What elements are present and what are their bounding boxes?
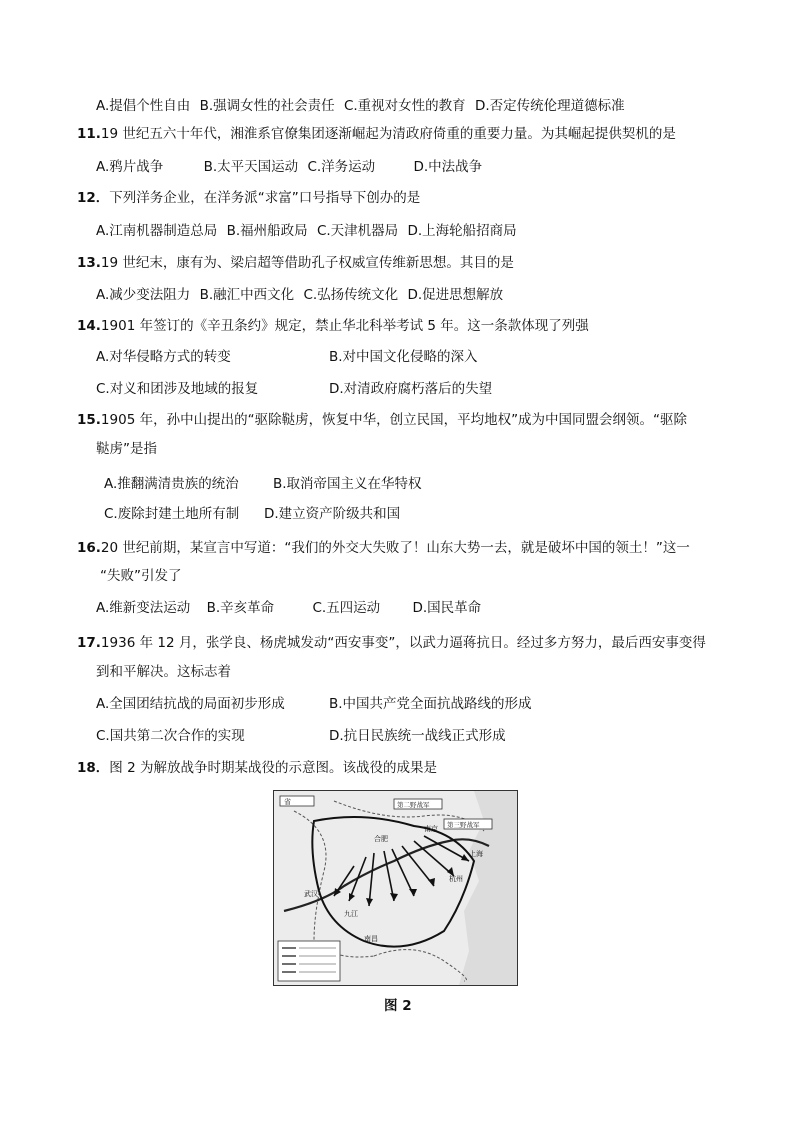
q13-option-c: C.弘扬传统文化 (303, 287, 399, 303)
q14-stem (77, 317, 589, 335)
q11-option-b: B.太平天国运动 (203, 159, 299, 175)
figure-caption: 图 2 (384, 998, 412, 1014)
q12-option-d: D.上海轮船招商局 (407, 223, 517, 239)
q12-option-b: B.福州船政局 (226, 223, 308, 239)
q12-option-c: C.天津机器局 (316, 223, 399, 239)
q13-option-a: A.减少变法阻力 (96, 287, 191, 303)
q14-option-d: D.对清政府腐朽落后的失望 (329, 381, 493, 397)
q10-option-b: B.强调女性的社会责任 (199, 98, 335, 114)
q14-option-b: B.对中国文化侵略的深入 (329, 349, 478, 365)
q17-option-b: B.中国共产党全面抗战路线的形成 (329, 696, 532, 712)
q17-stem (77, 634, 706, 652)
q11-stem (77, 125, 676, 143)
q18-stem (77, 759, 437, 777)
q12-number: 12． (77, 190, 110, 206)
map-city-3: 上海 (469, 850, 483, 858)
q15-text-line2: 鞑虏”是指 (96, 441, 157, 457)
q16-stem (77, 539, 690, 557)
q16-number: 16. (77, 540, 101, 556)
q18-number: 18． (77, 760, 110, 776)
q13-number: 13. (77, 255, 101, 271)
q13-text: 19 世纪末，康有为、梁启超等借助孔子权威宣传维新思想。其目的是 (100, 255, 514, 271)
q10-options (96, 97, 625, 115)
q11-option-a: A.鸦片战争 (96, 159, 164, 175)
q12-stem (77, 189, 420, 207)
map-legend-title: 省 (284, 798, 291, 806)
q13-stem (77, 254, 514, 272)
q15-stem (77, 411, 687, 429)
q17-option-d: D.抗日民族统一战线正式形成 (329, 728, 506, 744)
map-label-area-1: 第二野战军 (397, 801, 430, 809)
q15-option-b: B.取消帝国主义在华特权 (273, 476, 422, 492)
q13-option-d: D.促进思想解放 (407, 287, 504, 303)
q12-option-a: A.江南机器制造总局 (96, 223, 218, 239)
q11-options (96, 158, 482, 176)
map-city-5: 武汉 (304, 890, 318, 898)
q16-text-line2: “失败”引发了 (100, 568, 182, 584)
q11-option-d: D.中法战争 (413, 159, 483, 175)
q11-option-c: C.洋务运动 (307, 159, 376, 175)
map-city-4: 杭州 (449, 875, 463, 883)
q16-option-d: D.国民革命 (412, 600, 482, 616)
q12-text: 下列洋务企业，在洋务派“求富”口号指导下创办的是 (109, 190, 421, 206)
campaign-map-svg (274, 791, 517, 985)
q15-number: 15. (77, 412, 101, 428)
q16-options (96, 599, 481, 617)
q17-option-c: C.国共第二次合作的实现 (96, 728, 245, 744)
q15-option-c: C.废除封建土地所有制 (104, 506, 240, 522)
map-city-6: 九江 (344, 910, 358, 918)
q14-number: 14. (77, 318, 101, 334)
map-city-2: 南京 (424, 825, 438, 833)
q11-text: 19 世纪五六十年代，湘淮系官僚集团逐渐崛起为清政府倚重的重要力量。为其崛起提供契机的是 (100, 126, 676, 142)
q16-text-line1: 20 世纪前期，某宣言中写道：“我们的外交大失败了！山东大势一去，就是破坏中国的领土！”这一 (100, 540, 690, 556)
map-city-7: 南昌 (364, 935, 378, 943)
q12-options (96, 222, 517, 240)
q16-option-b: B.辛亥革命 (206, 600, 275, 616)
q17-number: 17. (77, 635, 101, 651)
q16-option-a: A.维新变法运动 (96, 600, 191, 616)
q15-text-line1: 1905 年，孙中山提出的“驱除鞑虏，恢复中华，创立民国，平均地权”成为中国同盟会纲领。“驱除 (100, 412, 688, 428)
q14-option-c: C.对义和团涉及地域的报复 (96, 381, 259, 397)
q13-options (96, 286, 503, 304)
q13-option-b: B.融汇中西文化 (199, 287, 295, 303)
q14-option-a: A.对华侵略方式的转变 (96, 349, 231, 365)
q17-text-line1: 1936 年 12 月，张学良、杨虎城发动“西安事变”，以武力逼蒋抗日。经过多方努力，最后西安事变得 (100, 635, 706, 651)
q11-number: 11. (77, 126, 101, 142)
q10-option-a: A.提倡个性自由 (96, 98, 191, 114)
q16-option-c: C.五四运动 (312, 600, 381, 616)
campaign-map (273, 790, 518, 986)
q10-option-c: C.重视对女性的教育 (343, 98, 466, 114)
map-city-1: 合肥 (374, 835, 388, 843)
q15-option-a: A.推翻满清贵族的统治 (104, 476, 239, 492)
q17-option-a: A.全国团结抗战的局面初步形成 (96, 696, 285, 712)
q18-text: 图 2 为解放战争时期某战役的示意图。该战役的成果是 (109, 760, 437, 776)
q14-text: 1901 年签订的《辛丑条约》规定，禁止华北科举考试 5 年。这一条款体现了列强 (100, 318, 589, 334)
q17-text-line2: 到和平解决。这标志着 (96, 664, 231, 680)
map-label-area-2: 第三野战军 (447, 821, 480, 829)
q15-option-d: D.建立资产阶级共和国 (264, 506, 401, 522)
q10-option-d: D.否定传统伦理道德标准 (474, 98, 625, 114)
